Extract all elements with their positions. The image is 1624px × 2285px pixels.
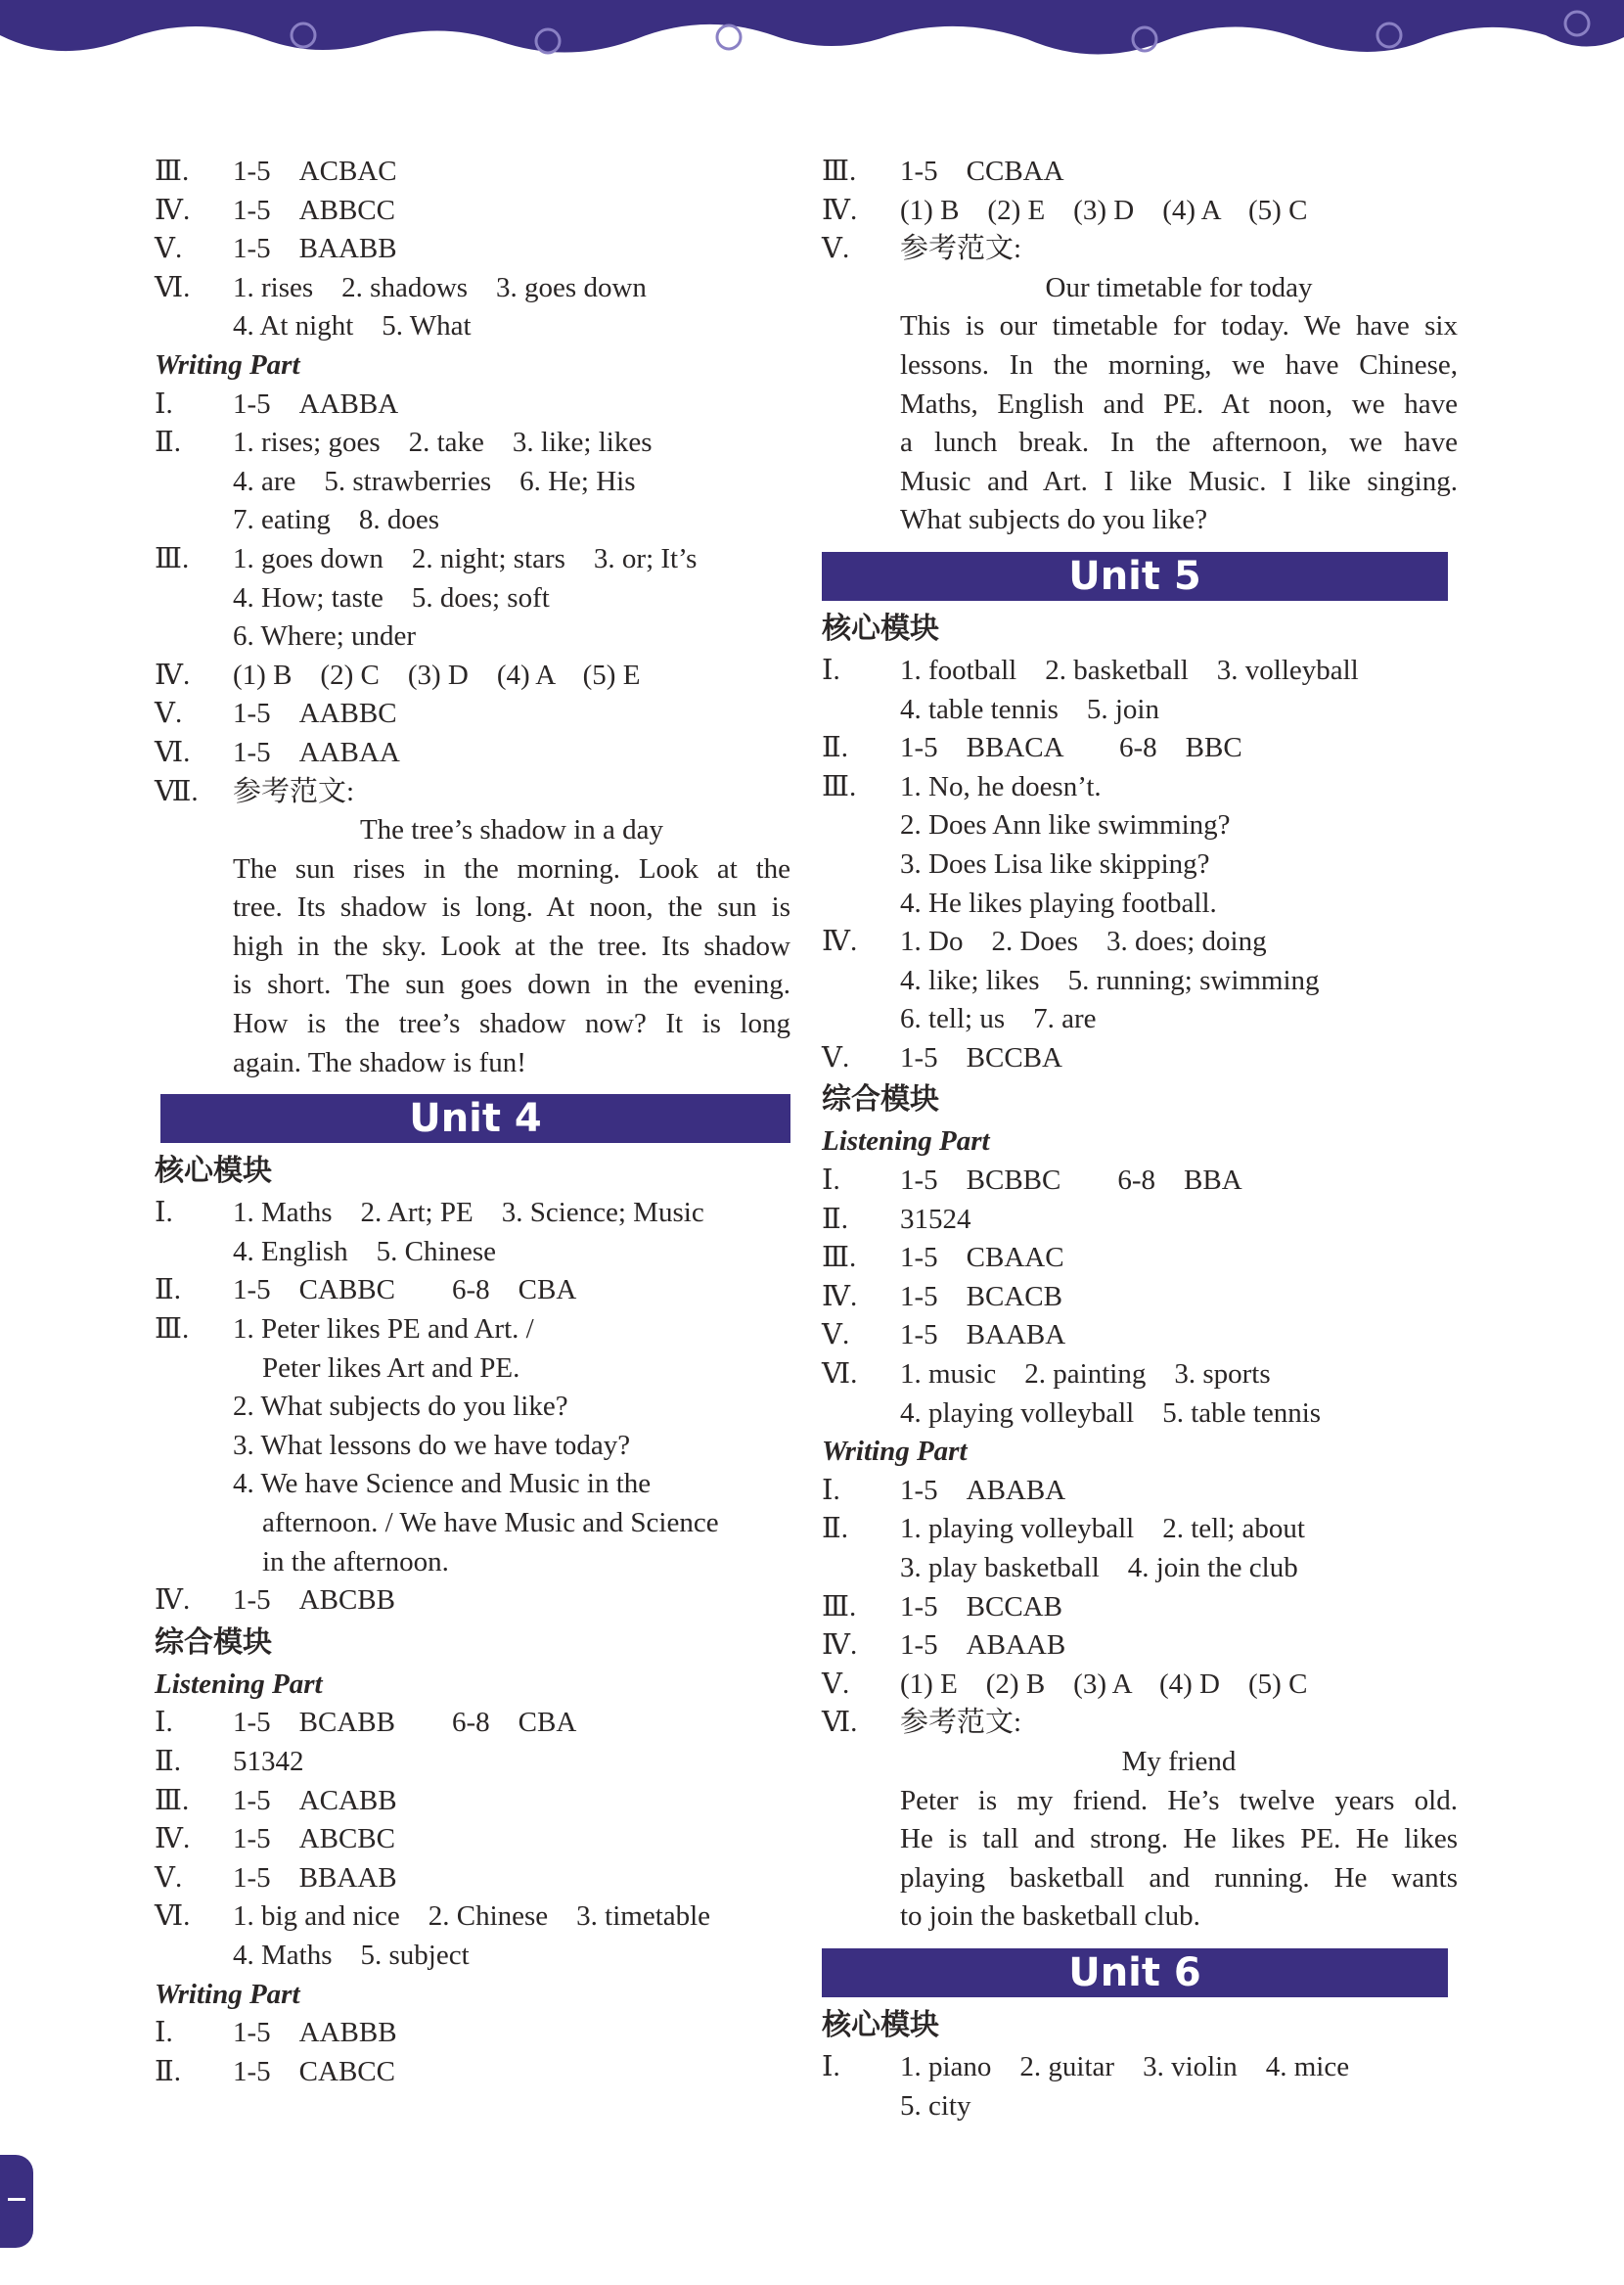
answer-line [155, 1704, 790, 1743]
answer-text: 4. table tennis 5. join [900, 693, 1159, 725]
answer-text: 4. are 5. strawberries 6. He; His [233, 465, 636, 497]
question-number: Ⅲ. [822, 1590, 857, 1622]
question-number: Ⅵ. [155, 1900, 191, 1933]
answer-text: 3. play basketball 4. join the club [900, 1552, 1298, 1583]
essay-text: He is tall and strong. He likes PE. He likes [900, 1823, 1458, 1855]
answer-text: 1-5 AABAA [233, 736, 400, 768]
answer-text: 5. city [900, 2089, 971, 2122]
answer-line [822, 1394, 1458, 1434]
answer-line [822, 192, 1458, 231]
essay-line [155, 928, 790, 967]
answer-text: 4. We have Science and Music in the [233, 1468, 652, 1500]
answer-text: 参考范文: [900, 233, 1022, 265]
answer-text: 4. Maths 5. subject [233, 1939, 470, 1971]
answer-text: 1-5 BCCBA [900, 1041, 1062, 1074]
answer-text: (1) B (2) E (3) D (4) A (5) C [900, 194, 1308, 226]
answer-line [822, 923, 1458, 962]
answer-line [822, 230, 1458, 269]
answer-line [155, 463, 790, 502]
core-module-heading [822, 607, 1458, 652]
essay-text: This is our timetable for today. We have six [900, 310, 1458, 343]
answer-text: 1-5 CABBC 6-8 CBA [233, 1274, 577, 1306]
essay-text: to join the basketball club. [900, 1900, 1200, 1933]
question-number: Ⅴ. [822, 233, 850, 265]
question-number: Ⅴ. [155, 698, 183, 730]
answer-text: 2. What subjects do you like? [233, 1391, 568, 1423]
question-number: Ⅲ. [155, 156, 190, 187]
answer-line [822, 962, 1458, 1001]
comprehensive-module-heading [155, 1621, 790, 1666]
answer-text: 1. rises; goes 2. take 3. like; likes [233, 427, 653, 459]
essay-title: Our timetable for today [1045, 271, 1313, 303]
question-number: Ⅳ. [155, 194, 191, 226]
answer-line [822, 1666, 1458, 1705]
answer-line [155, 1388, 790, 1427]
answer-line [155, 192, 790, 231]
question-number: Ⅵ. [822, 1707, 858, 1739]
essay-line [822, 1782, 1458, 1821]
answer-text: 1-5 CABCC [233, 2055, 395, 2087]
question-number: Ⅴ. [822, 1668, 850, 1700]
answer-line [822, 1316, 1458, 1355]
answer-line [822, 691, 1458, 730]
core-module-heading-text: 核心模块 [822, 2007, 939, 2042]
essay-title: The tree’s shadow in a day [359, 814, 664, 846]
answer-line [822, 652, 1458, 691]
answer-line [822, 806, 1458, 845]
essay-line [155, 889, 790, 928]
essay-line [155, 1044, 790, 1083]
answer-text: 4. He likes playing football. [900, 887, 1217, 919]
essay-line [155, 850, 790, 890]
essay-line [155, 1005, 790, 1044]
answer-text: 7. eating 8. does [233, 504, 440, 536]
listening-part-heading-text: Listening Part [822, 1125, 990, 1158]
question-number: Ⅰ. [822, 2050, 840, 2082]
question-number: Ⅲ. [822, 770, 857, 802]
question-number: Ⅰ. [155, 1707, 173, 1739]
answer-line [155, 2014, 790, 2053]
question-number: Ⅶ. [155, 775, 199, 807]
answer-text: 1-5 BCCAB [900, 1590, 1062, 1622]
question-number: Ⅴ. [155, 1861, 183, 1894]
question-number: Ⅰ. [155, 1197, 173, 1229]
question-number: Ⅰ. [155, 2017, 173, 2049]
answer-line [155, 773, 790, 812]
essay-text: How is the tree’s shadow now? It is long [233, 1008, 790, 1040]
question-number: Ⅵ. [822, 1358, 858, 1391]
answer-line [822, 2048, 1458, 2087]
answer-line [155, 386, 790, 425]
answer-line [155, 1543, 790, 1582]
unit-5-title-bar: Unit 5 [822, 552, 1448, 601]
essay-text: Peter is my friend. He’s twelve years old. [900, 1784, 1458, 1816]
listening-part-heading [155, 1666, 790, 1705]
answer-line [822, 1000, 1458, 1039]
answer-text: Peter likes Art and PE. [262, 1351, 520, 1384]
header-wave-band [0, 0, 1624, 78]
answer-text: 3. What lessons do we have today? [233, 1429, 631, 1461]
answer-line [155, 424, 790, 463]
answer-line [155, 230, 790, 269]
answer-line [155, 657, 790, 696]
writing-part-heading-text: Writing Part [822, 1436, 968, 1468]
answer-text: 6. tell; us 7. are [900, 1003, 1097, 1035]
essay-line [822, 463, 1458, 502]
question-number: Ⅱ. [822, 1203, 848, 1235]
question-number: Ⅱ. [155, 2055, 181, 2087]
question-number: Ⅰ. [822, 1474, 840, 1506]
answer-text: 参考范文: [900, 1707, 1022, 1739]
question-number: Ⅰ. [822, 654, 840, 686]
answer-text: in the afternoon. [262, 1545, 449, 1577]
answer-line [822, 1239, 1458, 1278]
answer-text: 1-5 CBAAC [900, 1242, 1064, 1274]
answer-text: 1-5 ABCBC [233, 1823, 395, 1855]
page-edge-tab [0, 2155, 33, 2248]
answer-line [822, 1201, 1458, 1240]
question-number: Ⅳ. [155, 1584, 191, 1617]
answer-text: 1. football 2. basketball 3. volleyball [900, 654, 1359, 686]
listening-part-heading-text: Listening Part [155, 1668, 323, 1700]
comprehensive-module-heading-text: 综合模块 [822, 1082, 939, 1118]
answer-line [822, 153, 1458, 192]
comprehensive-module-heading [822, 1077, 1458, 1122]
writing-part-heading [155, 346, 790, 386]
answer-line [822, 1626, 1458, 1666]
answer-text: 1-5 BAABB [233, 233, 397, 265]
essay-line [822, 1820, 1458, 1859]
answer-text: 1. music 2. painting 3. sports [900, 1358, 1271, 1391]
answer-line [155, 307, 790, 346]
question-number: Ⅳ. [155, 1823, 191, 1855]
answer-text: 4. English 5. Chinese [233, 1235, 497, 1267]
essay-text: tree. Its shadow is long. At noon, the sun is [233, 891, 790, 924]
answer-text: 1-5 BCBBC 6-8 BBA [900, 1165, 1242, 1197]
question-number: Ⅲ. [822, 156, 857, 187]
answer-text: 1-5 BBACA 6-8 BBC [900, 732, 1242, 764]
answer-text: 1. piano 2. guitar 3. violin 4. mice [900, 2050, 1350, 2082]
answer-line [155, 1782, 790, 1821]
answer-text: 1. Peter likes PE and Art. / [233, 1313, 534, 1346]
answer-text: 1-5 ACBAC [233, 156, 397, 187]
answer-line [155, 1349, 790, 1389]
essay-title: My friend [1121, 1745, 1237, 1777]
unit-4-title-bar: Unit 4 [160, 1094, 790, 1143]
answer-text: 1-5 ABABA [900, 1474, 1066, 1506]
question-number: Ⅳ. [155, 659, 191, 691]
question-number: Ⅵ. [155, 271, 191, 303]
answer-text: 1. Do 2. Does 3. does; doing [900, 926, 1267, 958]
answer-text: 参考范文: [233, 775, 355, 807]
essay-text: What subjects do you like? [900, 504, 1208, 536]
writing-part-heading [822, 1433, 1458, 1472]
answer-line [822, 1355, 1458, 1394]
answer-line [155, 1271, 790, 1310]
answer-text: (1) E (2) B (3) A (4) D (5) C [900, 1668, 1308, 1700]
essay-line [822, 1859, 1458, 1898]
answer-line [155, 269, 790, 308]
answer-line [822, 1162, 1458, 1201]
answer-text: 4. At night 5. What [233, 310, 472, 343]
answer-line [822, 768, 1458, 807]
question-number: Ⅲ. [155, 542, 190, 574]
answer-text: 1-5 BAABA [900, 1319, 1066, 1351]
answer-text: (1) B (2) C (3) D (4) A (5) E [233, 659, 641, 691]
unit-6-title-bar: Unit 6 [822, 1948, 1448, 1997]
answer-line [155, 1465, 790, 1504]
question-number: Ⅲ. [155, 1784, 190, 1816]
answer-line [155, 1194, 790, 1233]
question-number: Ⅵ. [155, 736, 191, 768]
answer-text: afternoon. / We have Music and Science [262, 1507, 719, 1538]
answer-line [155, 1427, 790, 1466]
question-number: Ⅳ. [822, 1629, 858, 1662]
writing-part-heading-text: Writing Part [155, 1978, 300, 2010]
answer-line [822, 845, 1458, 885]
answer-line [155, 1310, 790, 1349]
answer-text: 1-5 ACABB [233, 1784, 397, 1816]
answer-line [155, 695, 790, 734]
answer-line [822, 2087, 1458, 2126]
answer-text: 1-5 BCACB [900, 1280, 1062, 1312]
question-number: Ⅴ. [155, 233, 183, 265]
answer-text: 4. playing volleyball 5. table tennis [900, 1396, 1322, 1429]
question-number: Ⅲ. [822, 1242, 857, 1274]
essay-text: playing basketball and running. He wants [900, 1861, 1458, 1894]
answer-text: 2. Does Ann like swimming? [900, 809, 1231, 842]
answer-line [822, 1039, 1458, 1078]
answer-line [822, 1510, 1458, 1549]
answer-line [155, 153, 790, 192]
answer-text: 3. Does Lisa like skipping? [900, 847, 1210, 880]
answer-text: 1-5 ABAAB [900, 1629, 1066, 1662]
answer-line [155, 579, 790, 618]
essay-text: Music and Art. I like Music. I like singing. [900, 465, 1458, 497]
answer-text: 1. rises 2. shadows 3. goes down [233, 271, 647, 303]
answer-text: 1. playing volleyball 2. tell; about [900, 1513, 1305, 1545]
answer-line [155, 1820, 790, 1859]
answer-text: 4. How; taste 5. does; soft [233, 581, 550, 614]
answer-line [155, 2053, 790, 2092]
essay-line [822, 1897, 1458, 1937]
answer-text: 1-5 AABBC [233, 698, 397, 730]
question-number: Ⅳ. [822, 194, 858, 226]
answer-line [155, 1859, 790, 1898]
answer-line [155, 501, 790, 540]
left-column [155, 153, 790, 2091]
answer-text: 1-5 AABBA [233, 388, 399, 420]
answer-text: 1. Maths 2. Art; PE 3. Science; Music [233, 1197, 704, 1229]
answer-line [155, 734, 790, 773]
essay-line [822, 424, 1458, 463]
question-number: Ⅰ. [822, 1165, 840, 1197]
answer-line [155, 617, 790, 657]
answer-line [155, 540, 790, 579]
essay-text: is short. The sun goes down in the evening. [233, 969, 790, 1001]
answer-line [155, 1504, 790, 1543]
question-number: Ⅰ. [155, 388, 173, 420]
answer-text: 1. goes down 2. night; stars 3. or; It’s [233, 542, 698, 574]
answer-line [822, 1704, 1458, 1743]
answer-text: 1. big and nice 2. Chinese 3. timetable [233, 1900, 711, 1933]
answer-line [155, 1581, 790, 1621]
question-number: Ⅴ. [822, 1319, 850, 1351]
right-column [822, 153, 1458, 2125]
listening-part-heading [822, 1122, 1458, 1162]
answer-text: 1. No, he doesn’t. [900, 770, 1102, 802]
question-number: Ⅳ. [822, 1280, 858, 1312]
essay-text: Maths, English and PE. At noon, we have [900, 388, 1458, 420]
answer-text: 1-5 ABBCC [233, 194, 395, 226]
answer-text: 1-5 AABBB [233, 2017, 397, 2049]
essay-line [155, 966, 790, 1005]
answer-line [155, 1233, 790, 1272]
comprehensive-module-heading-text: 综合模块 [155, 1624, 272, 1660]
answer-line [155, 1937, 790, 1976]
question-number: Ⅳ. [822, 926, 858, 958]
answer-text: 31524 [900, 1203, 971, 1235]
core-module-heading-text: 核心模块 [155, 1154, 272, 1189]
essay-text: The sun rises in the morning. Look at the [233, 852, 790, 885]
essay-text: again. The shadow is fun! [233, 1046, 526, 1078]
question-number: Ⅱ. [822, 1513, 848, 1545]
answer-line [822, 1278, 1458, 1317]
question-number: Ⅱ. [155, 1745, 181, 1777]
writing-part-heading [155, 1976, 790, 2015]
answer-line [822, 1549, 1458, 1588]
answer-text: 6. Where; under [233, 620, 417, 653]
answer-text: 4. like; likes 5. running; swimming [900, 964, 1320, 996]
essay-line [822, 501, 1458, 540]
essay-text: high in the sky. Look at the tree. Its shadow [233, 930, 790, 962]
question-number: Ⅱ. [822, 732, 848, 764]
answer-text: 51342 [233, 1745, 304, 1777]
essay-line [822, 346, 1458, 386]
answer-text: 1-5 CCBAA [900, 156, 1064, 187]
answer-text: 1-5 BBAAB [233, 1861, 397, 1894]
question-number: Ⅱ. [155, 1274, 181, 1306]
answer-line [822, 729, 1458, 768]
answer-line [822, 1472, 1458, 1511]
answer-line [155, 1743, 790, 1782]
answer-line [822, 885, 1458, 924]
core-module-heading [155, 1149, 790, 1194]
answer-line [822, 1588, 1458, 1627]
answer-text: 1-5 BCABB 6-8 CBA [233, 1707, 577, 1739]
question-number: Ⅴ. [822, 1041, 850, 1074]
essay-text: lessons. In the morning, we have Chinese, [900, 348, 1458, 381]
question-number: Ⅱ. [155, 427, 181, 459]
core-module-heading-text: 核心模块 [822, 611, 939, 646]
essay-text: a lunch break. In the afternoon, we have [900, 427, 1458, 459]
writing-part-heading-text: Writing Part [155, 348, 300, 381]
essay-line [822, 386, 1458, 425]
question-number: Ⅲ. [155, 1313, 190, 1346]
answer-line [155, 1897, 790, 1937]
answer-text: 1-5 ABCBB [233, 1584, 395, 1617]
core-module-heading [822, 2003, 1458, 2048]
essay-line [822, 307, 1458, 346]
